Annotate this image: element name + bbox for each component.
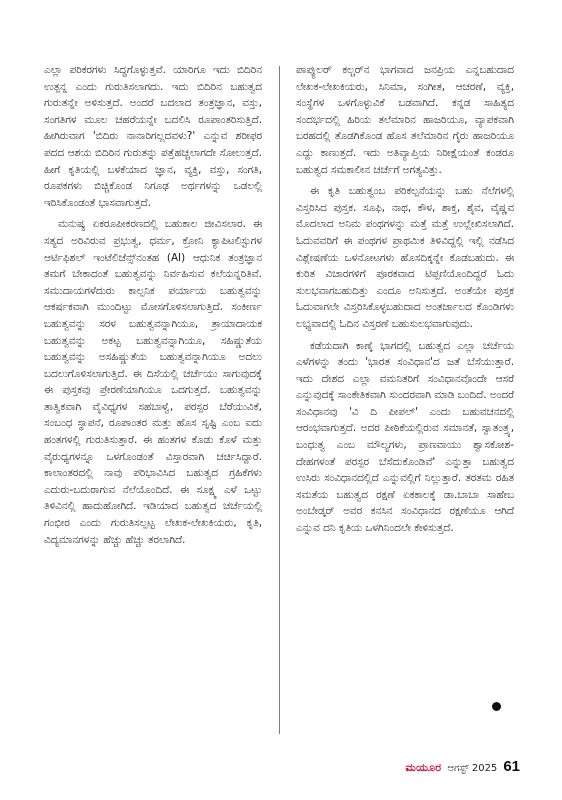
- magazine-logo: ಮಯೂರ: [405, 761, 442, 774]
- issue-date: ಆಗಸ್ಟ್ 2025: [447, 763, 498, 774]
- paragraph: ಎಲ್ಲಾ ಪರಿಕರಗಳು ಸಿದ್ಧಗೊಳ್ಳುತ್ತವೆ. ಯಾರಿಗೂ ಇದು ಬಿದಿರಿನ ಉತ್ಪನ್ನ ಎಂದು ಗುರುತಿಸಲಾಗದು. ಇದು ಬಿದಿರಿನ ಬಹುತ್ವದ ಗುರುತನ್ನೇ ಅಳಿಸುತ್ತದೆ. ಅಂದರೆ ಬದಲಾದ ತಂತ್ರಜ್ಞಾನ, ವಸ್ತು, ಸಂಗತಿಗಳ ಮೂಲ ಚಹರೆಯನ್ನೇ ಬದಲಿಸಿ ರೂಪಾಂತರಿಸುತ್ತಿದೆ. ಹೀಗಿರುವಾಗ 'ಬಿದಿರು ನಾನಾರಿಗಲ್ಲದವಳು?' ಎನ್ನುವ ಶರೀಫರ ಪದದ ಆಶಯ ಬಿದಿರಿನ ಗುರುತನ್ನು ಪತ್ತೆಹಚ್ಚಲಾಗದೇ ಸೋಲುತ್ತದೆ. ಹೀಗೆ ಕೃತಿಯಲ್ಲಿ ಬಳಕೆಯಾದ ಜ್ಞಾನ, ವ್ಯಕ್ತಿ, ವಸ್ತು, ಸಂಗತಿ, ರೂಪಕಗಳು ಬಿಚ್ಚಿಕೊಂಡ ನಿಗೂಢ ಅರ್ಥಗಳನ್ನು ಒಡಲಲ್ಲಿ ಇರಿಸಿಕೊಂಡಂತೆ ಭಾಸವಾಗುತ್ತದೆ.: [44, 64, 262, 209]
- paragraph: ಮನುಷ್ಯ ಏಕರೂಪೀಕರಣದಲ್ಲಿ ಬಹುಕಾಲ ಜೀವಿಸಲಾರ. ಈ ಸತ್ಯದ ಅರಿವಿರುವ ಪ್ರಭುತ್ವ, ಧರ್ಮ, ಕ್ರೋನಿ ಕ್ಯಾಪಿಟಲಿಸ್ಟುಗಳ ಆರ್ಟಿಫಿಶಲ್ ಇಂಟೆಲಿಜೆನ್ಸ್‌ನಂತಹ (AI) ಆಧುನಿಕ ತಂತ್ರಜ್ಞಾನ ತಮಗೆ ಬೇಕಾದಂತೆ ಬಹುತ್ವವನ್ನು ನಿರ್ವಹಿಸುವ ಕಲೆಯನ್ನರಿತಿವೆ. ಸಮುದಾಯಗಳೆದುರು ಕಾಲ್ಪನಿಕ ಪರ್ಯಾಯ ಬಹುತ್ವವನ್ನು ಆಕರ್ಷಕವಾಗಿ ಮುಂದಿಟ್ಟು ಮೋಸಗೊಳಿಸಲಾಗುತ್ತಿದೆ. ಸಂಕೀರ್ಣ ಬಹುತ್ವವನ್ನು ಸರಳ ಬಹುತ್ವವನ್ನಾಗಿಯೂ, ತ್ರಾಯಾದಾಯಕ ಬಹುತ್ವವನ್ನು ಅಕಟ್ಟ ಬಹುತ್ವವನ್ನಾಗಿಯೂ, ಸಹಿಷ್ಣುತೆಯ ಬಹುತ್ವವನ್ನು ಅಸಹಿಷ್ಣುತೆಯ ಬಹುತ್ವವನ್ನಾಗಿಯೂ ಅದಲು ಬದಲುಗೊಳಿಸಲಾಗುತ್ತಿದೆ. ಈ ದಿಸೆಯಲ್ಲಿ ಚರ್ಚೆಯು ಸಾಗುವುದಕ್ಕೆ ಈ ಪುಸ್ತಕವು ಪ್ರೇರಣೆಯಾಗಿಯೂ ಒದಗುತ್ತದೆ. ಬಹುತ್ವವನ್ನು ತಾತ್ವಿಕವಾಗಿ ವೈವಿಧ್ಯಗಳ ಸಹಬಾಳ್ವೆ, ಪರಸ್ಪರ ಬೆರೆಯುವಿಕೆ, ಸಂಬಂಧ ಸ್ಥಾಪನೆ, ರೂಪಾಂತರ ಮತ್ತು ಹೊಸ ಸೃಷ್ಟಿ ಎಂಬ ಐದು ಹಂತಗಳಲ್ಲಿ ಗುರುತಿಸುತ್ತಾರೆ. ಈ ಹಂತಗಳ ಕೊಡು ಕೊಳೆ ಮತ್ತು ವೈರುಧ್ಯಗಳನ್ನೂ ಒಳಗೊಂಡಂತೆ ವಿಸ್ತಾರವಾಗಿ ಚರ್ಚಿಸಿದ್ದಾರೆ. ಕಾಲಾಂತರದಲ್ಲಿ ನಾವು ಪರಿಭಾವಿಸಿದ ಬಹುತ್ವದ ಗ್ರಹಿಕೆಗಳು ಎದುರು-ಬದುರಾಗುವ ನೆಲೆಯೊಂದಿದೆ. ಈ ಸೂಕ್ಷ್ಮ ಎಳೆ ಒಟ್ಟು ತಿಳಿವಿನಲ್ಲಿ ಹಾದುಹೋಗಿದೆ. ಇಡಿಯಾದ ಬಹುತ್ವದ ಚರ್ಚೆಯಲ್ಲಿ ಗಂಭೀರ ಎಂದು ಗುರುತಿಸಲ್ಪಟ್ಟ ಲೇಖಕ-ಲೇಖಕಿಯರು, ಕೃತಿ, ವಿದ್ಯಮಾನಗಳನ್ನು ಹೆಚ್ಚು ಹೆಚ್ಚು ತರಲಾಗಿದೆ.: [44, 218, 262, 546]
- end-of-article-bullet: [492, 702, 501, 711]
- article-body: [44, 62, 520, 736]
- left-column: [44, 62, 262, 553]
- page-footer: [405, 758, 520, 775]
- paragraph: ಪಾಪ್ಯುಲರ್ ಕಲ್ಚರ್‌ನ ಭಾಗವಾದ ಜನಪ್ರಿಯ ಎನ್ನಬಹುದಾದ ಲೇಖಕ-ಲೇಖಕಿಯರು, ಸಿನಿಮಾ, ಸಂಗೀತ, ಆಚರಣೆ, ವ್ಯಕ್ತಿ, ಸಂಸ್ಥೆಗಳ ಒಳಗೊಳ್ಳುವಿಕೆ ಬಡವಾಗಿದೆ. ಕನ್ನಡ ಸಾಹಿತ್ಯದ ಸಂದರ್ಭದಲ್ಲಿ ಹಿರಿಯ ತಲೆಮಾರಿನ ಹಾಜರಿಯೂ, ವ್ಯಾಪಕವಾಗಿ ಬರಹದಲ್ಲಿ ತೊಡಗಿಕೊಂಡ ಹೊಸ ತಲೆಮಾರಿನ ಗೈರು ಹಾಜರಿಯೂ ಎದ್ದು ಕಾಣುತ್ತದೆ. ಇದು ಅತಿವ್ಯಾಪ್ತಿಯ ನಿರೀಕ್ಷೆಯಂತೆ ಕಂಡರೂ ಬಹುತ್ವದ ಸಮಕಾಲೀನ ಚರ್ಚೆಗೆ ಅಗತ್ಯವಿತ್ತು.: [296, 64, 514, 176]
- paragraph: ಈ ಕೃತಿ ಬಹುತ್ವಂಬ ಪರಿಕಲ್ಪನೆಯನ್ನು ಬಹು ನೆಲೆಗಳಲ್ಲಿ ವಿಸ್ತರಿಸಿದ ಪುಸ್ತಕ. ಸೂಫಿ, ನಾಥ, ಕೌಳ, ಶಾಕ್ತ, ಶೈವ, ವೈಷ್ಣವ ಮೊದಲಾದ ಅನಿಮ ಪಂಥಗಳನ್ನು ಮತ್ತೆ ಮತ್ತೆ ಉಲ್ಲೇಖಿಸಲಾಗಿದೆ. ಓದುವವರಿಗೆ ಈ ಪಂಥಗಳ ಪ್ರಾಥಮಿಕ ತಿಳಿವಿದ್ದಲ್ಲಿ ಇಲ್ಲಿ ನಡೆಸಿದ ವಿಶ್ಲೇಷಣೆಯ ಒಳನೋಟಗಳು ಹೊಸದಿಕ್ಕನ್ನೇ ಕೊಡಬಹುದು. ಈ ಕುರಿತ ವಿಚಾರಗಳಿಗೆ ಪೂರಕವಾದ ಟಿಪ್ಪಣಿಯೊಂದಿದ್ದರೆ ಓದು ಸುಲಭವಾಗಬಹುದಿತ್ತು ಎಂದೂ ಅನಿಸುತ್ತದೆ. ಅಂತೆಯೇ ಪುಸ್ತಕ ಓದುವಾಗಲೇ ವಿಸ್ತರಿಸಿಕೊಳ್ಳಬಹುದಾದ ಅಂತರ್ಜಾಲದ ಕೊಂಡಿಗಳು ಲಭ್ಯವಾದಲ್ಲಿ ಓದಿನ ವಿಸ್ತರಣೆ ಬಹುಸುಲಭವಾಗುವುದು.: [296, 185, 514, 330]
- column-divider: [279, 66, 280, 734]
- page-number: 61: [503, 758, 520, 775]
- paragraph: ಕಡೆಯದಾಗಿ ಕಾಣ್ಕೆ ಭಾಗದಲ್ಲಿ ಬಹುತ್ವದ ಎಲ್ಲಾ ಚರ್ಚೆಯ ಎಳೆಗಳನ್ನು ತಂದು 'ಭಾರತ ಸಂವಿಧಾನ'ದ ಜತೆ ಬೆಸೆಯುತ್ತಾರೆ. ಇದು ದೇಶದ ಎಲ್ಲಾ ವಮನಿತರಿಗೆ ಸಂವಿಧಾನವೊಂದೇ ಆಸರೆ ಎನ್ನುವುದಕ್ಕೆ ಸಾಂಕೇತಿಕವಾಗಿ ಸುಂದರವಾಗಿ ಮಾಡಿ ಬಂದಿದೆ. ಅಂದರೆ ಸಂವಿಧಾನವು 'ವಿ ದಿ ಪೀಪಲ್' ಎಂದು ಬಹುವಚನದಲ್ಲಿ ಆರಂಭವಾಗುತ್ತದೆ. ಅದರ ಪೀಠಿಕೆಯಲ್ಲಿರುವ ಸಮಾನತೆ, ಸ್ವಾತಂತ್ರ್ಯ, ಬಂಧುತ್ವ ಎಂಬ ಮೌಲ್ಯಗಳು, ಪ್ರಾಣವಾಯು ಶ್ವಾಸಕೋಶ-ದೇಹಗಳಂತೆ ಪರಸ್ಪರ ಬೆಸೆದುಕೊಂಡಿವೆ' ಎನ್ನುತ್ತಾ ಬಹುತ್ವದ ಉಸಿರು ಸಂವಿಧಾನದಲ್ಲಿದೆ ಎನ್ನುವಲ್ಲಿಗೆ ನಿಲ್ಲುತ್ತಾರೆ. ತರತಮ ರಹಿತ ಸಮತೆಯ ಬಹುತ್ವದ ರಕ್ಷಣೆ ಏಕಕಾಲಕ್ಕೆ ಡಾ.ಬಾಬಾ ಸಾಹೇಬ ಅಂಬೇಡ್ಕರ್ ಅವರ ಕನಸಿನ ಸಂವಿಧಾನದ ರಕ್ಷಣೆಯೂ ಆಗಿದೆ ಎನ್ನುವ ದನಿ ಕೃತಿಯ ಒಳಗಿನಿಂದಲೇ ಕೇಳಿಸುತ್ತದೆ.: [296, 339, 514, 535]
- right-column: [296, 62, 514, 542]
